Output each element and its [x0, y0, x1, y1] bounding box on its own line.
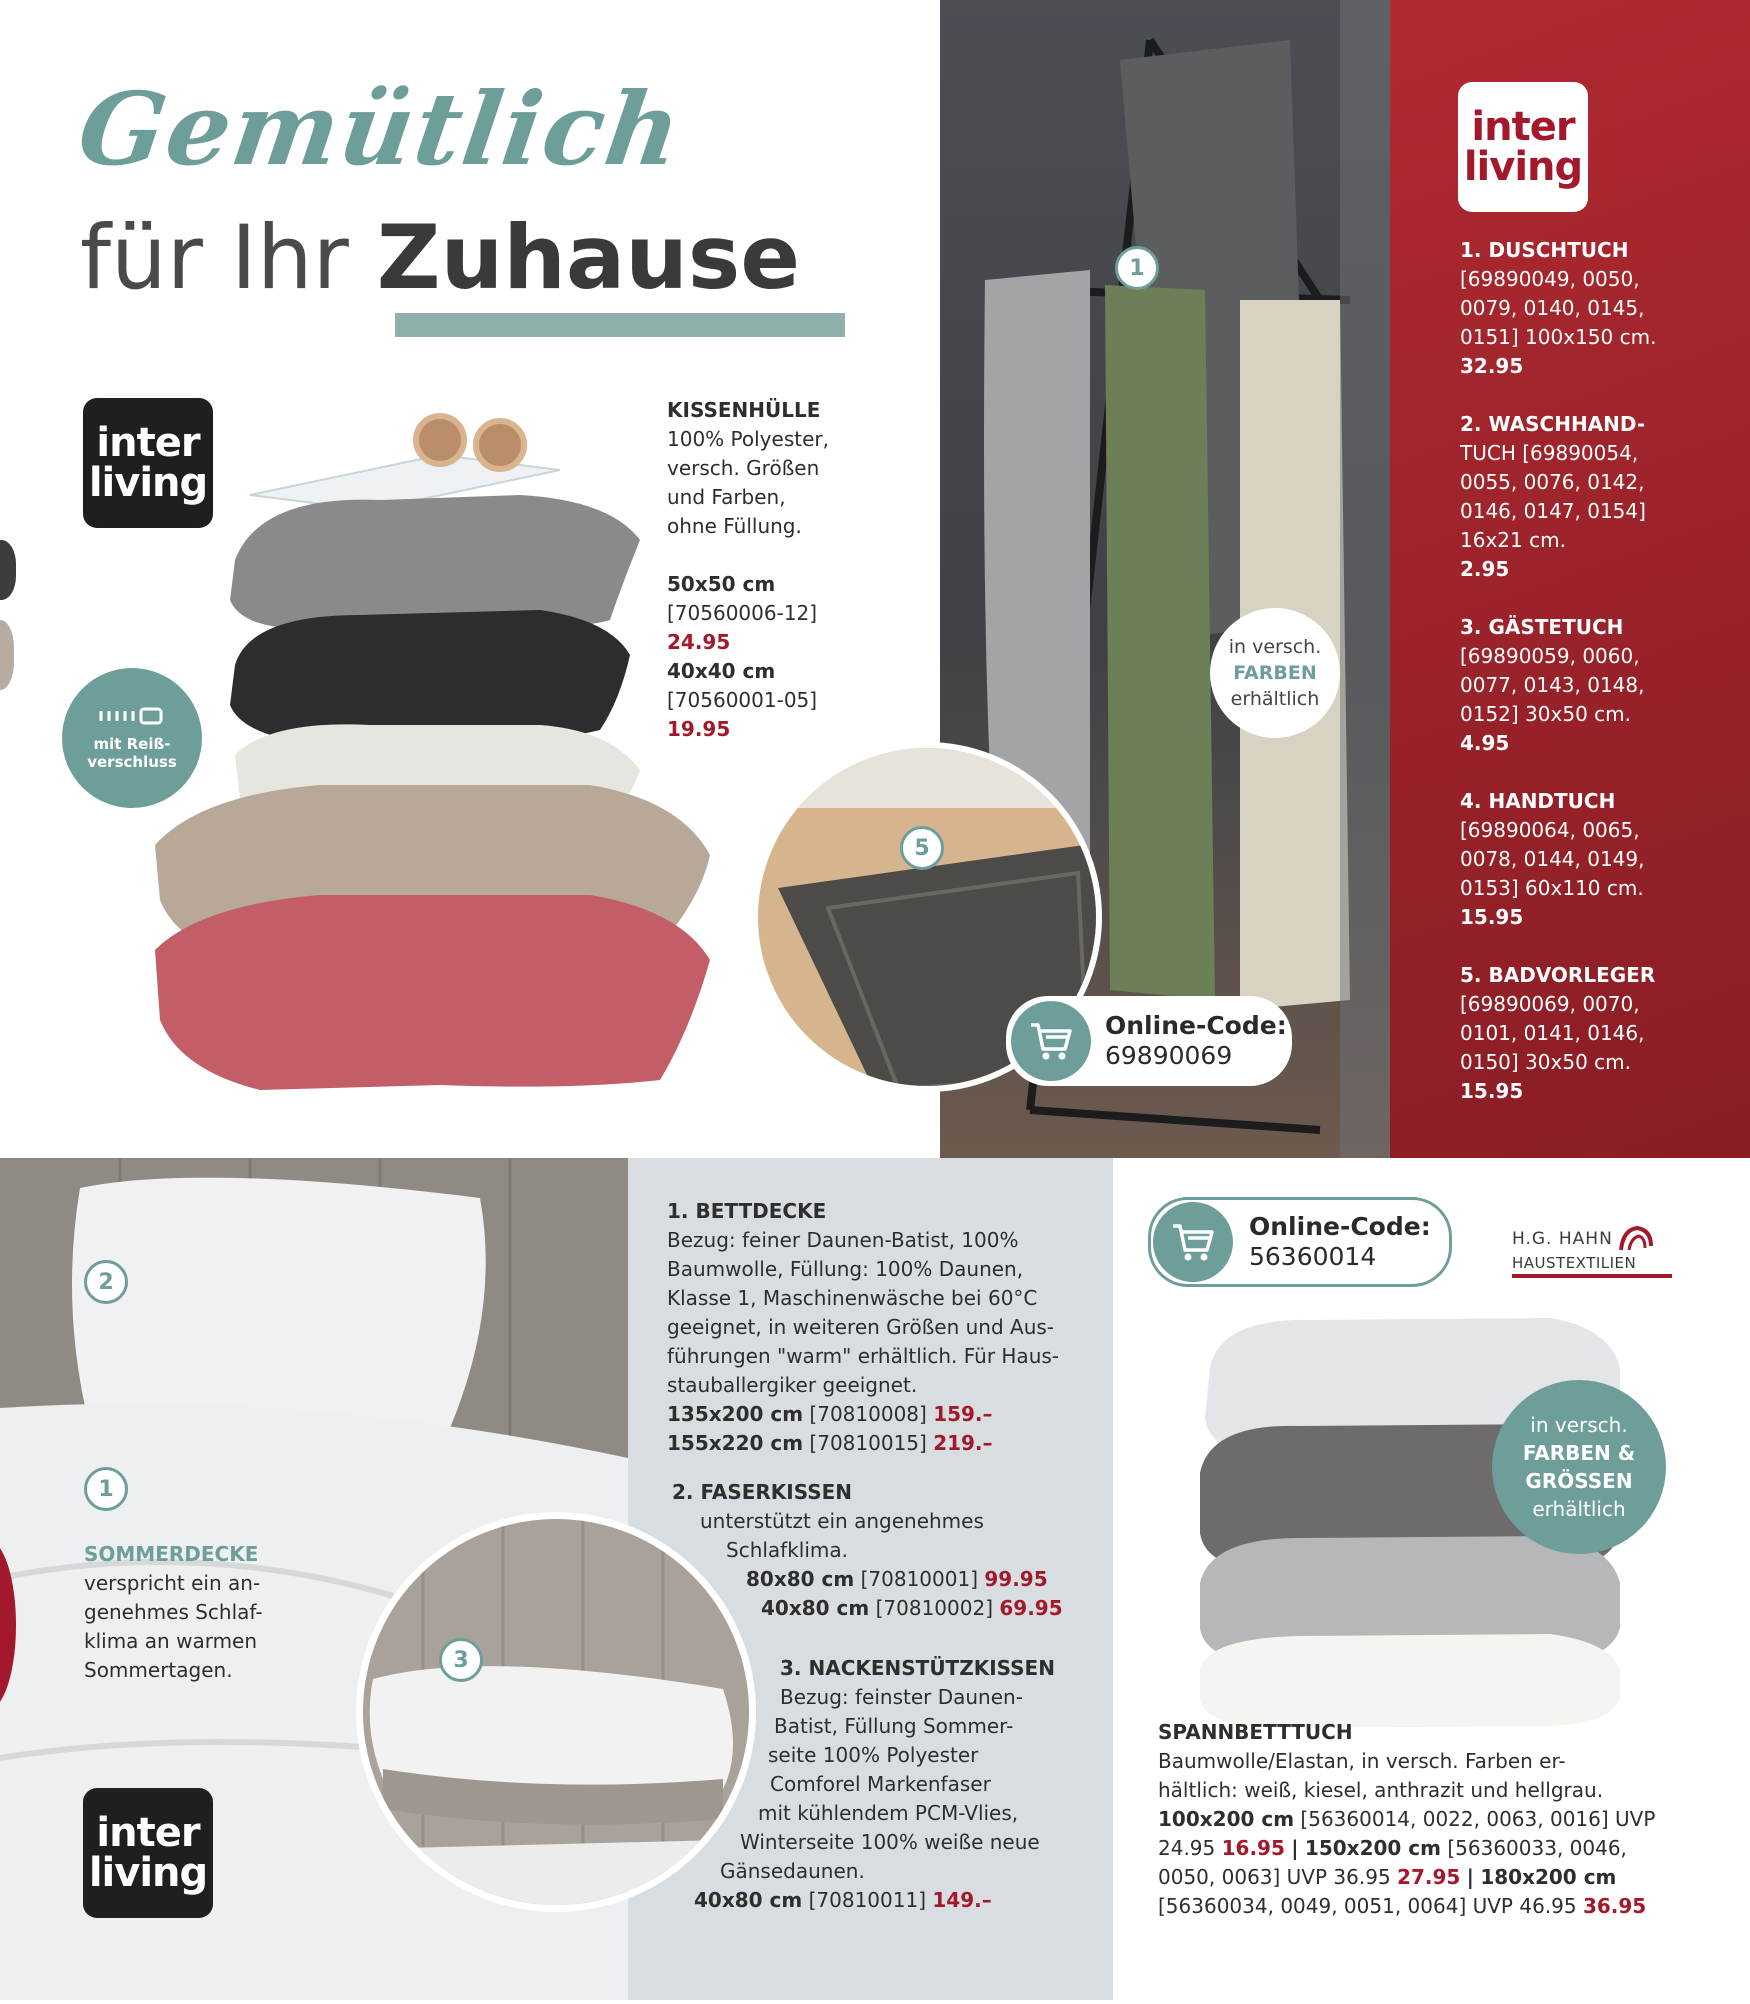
bettdecke-price-1: 159.– [933, 1402, 993, 1426]
towel-list [1460, 236, 1740, 1106]
towel-colors-l2: FARBEN [1233, 662, 1317, 684]
hahn-line2: HAUSTEXTILIEN [1512, 1254, 1672, 1278]
towel-item-line: 0079, 0140, 0145, [1460, 296, 1645, 320]
spann-size-1: 100x200 cm [1158, 1807, 1295, 1831]
towel-number-badge: 1 [1115, 246, 1159, 290]
sommerdecke-line: genehmes Schlaf- [84, 1600, 263, 1624]
brand-logo-interliving-red [1458, 82, 1588, 212]
headline-underline [395, 313, 845, 337]
spann-size-2: 150x200 cm [1304, 1836, 1441, 1860]
kissen-price-2: 19.95 [667, 717, 731, 741]
towel-colors-badge [1210, 608, 1340, 738]
bettdecke-variant-1 [667, 1400, 1107, 1429]
headline-bold: Zuhause [376, 206, 800, 309]
kissen-size-2: 40x40 cm [667, 659, 776, 683]
towel-item-line: 0152] 30x50 cm. [1460, 702, 1631, 726]
kissen-desc-3: und Farben, [667, 485, 786, 509]
bettdecke-line: Baumwolle, Füllung: 100% Daunen, [667, 1257, 1024, 1281]
headline-main [80, 206, 800, 309]
towel-item-2 [1460, 410, 1740, 584]
spann-code-2b: 0050, 0063] UVP 36.95 [1158, 1865, 1391, 1889]
hahn-logo [1512, 1224, 1672, 1278]
spann-code-1: [56360014, 0022, 0063, 0016] UVP [1300, 1807, 1656, 1831]
neck-pillow-number-badge: 3 [439, 1638, 483, 1682]
nacken-line: Batist, Füllung Sommer- [774, 1714, 1014, 1738]
faserkissen-line-1: unterstützt ein angenehmes [700, 1509, 984, 1533]
bettdecke-code-1: [70810008] [809, 1402, 927, 1426]
spann-price-1: 16.95 [1221, 1836, 1285, 1860]
towel-item-4 [1460, 787, 1740, 932]
shopping-cart-icon [1029, 1021, 1073, 1061]
spann-price-3: 36.95 [1582, 1894, 1647, 1918]
sommerdecke-block [84, 1540, 344, 1685]
towel-item-title: 1. DUSCHTUCH [1460, 238, 1629, 262]
bettdecke-line: Klasse 1, Maschinenwäsche bei 60°C [667, 1286, 1038, 1310]
bettdecke-line: Bezug: feiner Daunen-Batist, 100% [667, 1228, 1019, 1252]
nacken-variant [690, 1886, 1110, 1915]
brand-line2: living [88, 460, 208, 506]
kissen-desc-1: 100% Polyester, [667, 427, 829, 451]
towel-item-line: 0150] 30x50 cm. [1460, 1050, 1631, 1074]
brand-logo-interliving-bed [83, 1788, 213, 1918]
bettdecke-line: geeignet, in weiteren Größen und Aus- [667, 1315, 1055, 1339]
online-code-label-2: Online-Code: [1249, 1212, 1431, 1241]
nacken-size: 40x80 cm [694, 1888, 803, 1912]
bettdecke-code-2: [70810015] [809, 1431, 927, 1455]
towel-item-line: [69890064, 0065, [1460, 818, 1640, 842]
faserkissen-variant-1 [672, 1565, 1112, 1594]
pillow-stack-image [140, 400, 730, 1100]
hahn-line1: H.G. HAHN [1512, 1229, 1613, 1249]
towel-item-price: 32.95 [1460, 354, 1524, 378]
faserkissen-code-2: [70810002] [875, 1596, 993, 1620]
faserkissen-block [672, 1478, 1112, 1623]
towel-item-line: TUCH [69890054, [1460, 441, 1639, 465]
kissen-desc-2: versch. Größen [667, 456, 820, 480]
faserkissen-title: 2. FASERKISSEN [672, 1480, 853, 1504]
rug-number-badge: 5 [900, 826, 944, 870]
sunglasses-icon [416, 416, 464, 464]
zipper-text-1: mit Reiß- [93, 735, 171, 753]
towel-item-5 [1460, 961, 1740, 1106]
towel-item-price: 4.95 [1460, 731, 1510, 755]
nacken-line: Bezug: feinster Daunen- [780, 1685, 1023, 1709]
towel-item-title: 5. BADVORLEGER [1460, 963, 1656, 987]
spann-line-2: hältlich: weiß, kiesel, anthrazit und hellgrau. [1158, 1778, 1604, 1802]
spann-variant-1 [1158, 1805, 1738, 1834]
towel-colors-l1: in versch. [1228, 636, 1322, 658]
nacken-line: Comforel Markenfaser [770, 1772, 991, 1796]
faserkissen-price-2: 69.95 [999, 1596, 1063, 1620]
sommerdecke-line: Sommertagen. [84, 1658, 233, 1682]
bettdecke-title: 1. BETTDECKE [667, 1199, 827, 1223]
kissen-desc-4: ohne Füllung. [667, 514, 802, 538]
towel-item-line: 0146, 0147, 0154] [1460, 499, 1646, 523]
bettdecke-size-1: 135x200 cm [667, 1402, 804, 1426]
brand-line2: living [1463, 144, 1583, 190]
towel-item-line: 0151] 100x150 cm. [1460, 325, 1657, 349]
brand-line1: inter [1471, 104, 1575, 150]
towel-item-price: 2.95 [1460, 557, 1510, 581]
bed-number-badge-1: 1 [84, 1467, 128, 1511]
sheet-badge-l3: GRÖSSEN [1525, 1469, 1633, 1493]
online-code-value-2: 56360014 [1249, 1242, 1377, 1271]
headline-light: für Ihr [80, 206, 349, 309]
kissen-code-1: [70560006-12] [667, 601, 818, 625]
nacken-line: Gänsedaunen. [720, 1859, 865, 1883]
kissen-price-1: 24.95 [667, 630, 731, 654]
faserkissen-variant-2 [672, 1594, 1112, 1623]
spann-title: SPANNBETTTUCH [1158, 1720, 1353, 1744]
sheet-badge-l4: erhältlich [1532, 1497, 1626, 1521]
sommerdecke-title: SOMMERDECKE [84, 1542, 259, 1566]
sheet-badge-l1: in versch. [1530, 1413, 1628, 1437]
sommerdecke-line: verspricht ein an- [84, 1571, 261, 1595]
spann-uvp-1: 24.95 [1158, 1836, 1216, 1860]
spann-line-1: Baumwolle/Elastan, in versch. Farben er- [1158, 1749, 1566, 1773]
online-code-badge-1[interactable] [1008, 998, 1290, 1084]
bettdecke-size-2: 155x220 cm [667, 1431, 804, 1455]
towel-item-line: 0077, 0143, 0148, [1460, 673, 1645, 697]
shopping-cart-icon [1171, 1222, 1215, 1262]
spann-variant-line-3 [1158, 1863, 1738, 1892]
kissen-code-2: [70560001-05] [667, 688, 818, 712]
nacken-line: Winterseite 100% weiße neue [740, 1830, 1040, 1854]
spann-code-3: [56360034, 0049, 0051, 0064] UVP 46.95 [1158, 1894, 1577, 1918]
cart-circle-2 [1153, 1202, 1233, 1282]
brand-line1: inter [96, 1810, 200, 1856]
headline-script: Gemütlich [71, 70, 690, 188]
nacken-line: mit kühlendem PCM-Vlies, [758, 1801, 1019, 1825]
sheet-badge-l2: FARBEN & [1522, 1441, 1636, 1465]
towel-item-line: [69890059, 0060, [1460, 644, 1640, 668]
nacken-price: 149.– [932, 1888, 992, 1912]
zipper-text-2: verschluss [87, 753, 177, 771]
bettdecke-line: stauballergiker geeignet. [667, 1373, 918, 1397]
spann-price-2: 27.95 [1397, 1865, 1461, 1889]
spann-separator-1: | [1291, 1836, 1299, 1860]
nacken-block [690, 1654, 1110, 1915]
towel-colors-l3: erhältlich [1230, 688, 1320, 710]
kissen-size-1: 50x50 cm [667, 572, 776, 596]
brand-line1: inter [96, 420, 200, 466]
faserkissen-code-1: [70810001] [860, 1567, 978, 1591]
towel-item-title: 4. HANDTUCH [1460, 789, 1616, 813]
towel-item-price: 15.95 [1460, 1079, 1524, 1103]
faserkissen-size-2: 40x80 cm [761, 1596, 870, 1620]
spannbetttuch-block [1158, 1718, 1738, 1921]
kissen-title: KISSENHÜLLE [667, 398, 821, 422]
bed-number-badge-2: 2 [84, 1260, 128, 1304]
towel-item-1 [1460, 236, 1740, 381]
edge-pillow-decor [0, 540, 16, 600]
cart-circle-1 [1011, 1001, 1091, 1081]
towel-item-line: 0078, 0144, 0149, [1460, 847, 1645, 871]
edge-pillow-decor-2 [0, 620, 14, 690]
spann-size-3: 180x200 cm [1480, 1865, 1617, 1889]
bettdecke-line: führungen "warm" erhältlich. Für Haus- [667, 1344, 1060, 1368]
towel-item-line: 0101, 0141, 0146, [1460, 1021, 1645, 1045]
online-code-value-1: 69890069 [1105, 1041, 1233, 1070]
online-code-badge-2[interactable] [1148, 1197, 1452, 1287]
towel-item-title: 3. GÄSTETUCH [1460, 615, 1624, 639]
faserkissen-line-2: Schlafklima. [726, 1538, 849, 1562]
nacken-code: [70810011] [808, 1888, 926, 1912]
towel-item-price: 15.95 [1460, 905, 1524, 929]
spann-code-2: [56360033, 0046, [1447, 1836, 1627, 1860]
kissen-text-block [667, 396, 927, 744]
spann-separator-2: | [1466, 1865, 1474, 1889]
nacken-line: seite 100% Polyester [768, 1743, 979, 1767]
towel-item-line: [69890049, 0050, [1460, 267, 1640, 291]
bettdecke-block [667, 1197, 1107, 1458]
online-code-label-1: Online-Code: [1105, 1011, 1287, 1040]
sommerdecke-line: klima an warmen [84, 1629, 258, 1653]
towel-item-line: 0153] 60x110 cm. [1460, 876, 1644, 900]
towel-item-line: [69890069, 0070, [1460, 992, 1640, 1016]
bettdecke-price-2: 219.– [933, 1431, 993, 1455]
hahn-emblem-icon [1617, 1224, 1655, 1254]
towel-item-3 [1460, 613, 1740, 758]
towel-item-title: 2. WASCHHAND- [1460, 412, 1646, 436]
spann-variant-line-2 [1158, 1834, 1738, 1863]
towel-item-line: 16x21 cm. [1460, 528, 1566, 552]
sheet-colors-badge [1492, 1380, 1666, 1554]
spann-variant-line-4 [1158, 1892, 1738, 1921]
bettdecke-variant-2 [667, 1429, 1107, 1458]
brand-line2: living [88, 1850, 208, 1896]
faserkissen-price-1: 99.95 [984, 1567, 1048, 1591]
nacken-title: 3. NACKENSTÜTZKISSEN [780, 1656, 1055, 1680]
faserkissen-size-1: 80x80 cm [746, 1567, 855, 1591]
towel-item-line: 0055, 0076, 0142, [1460, 470, 1645, 494]
